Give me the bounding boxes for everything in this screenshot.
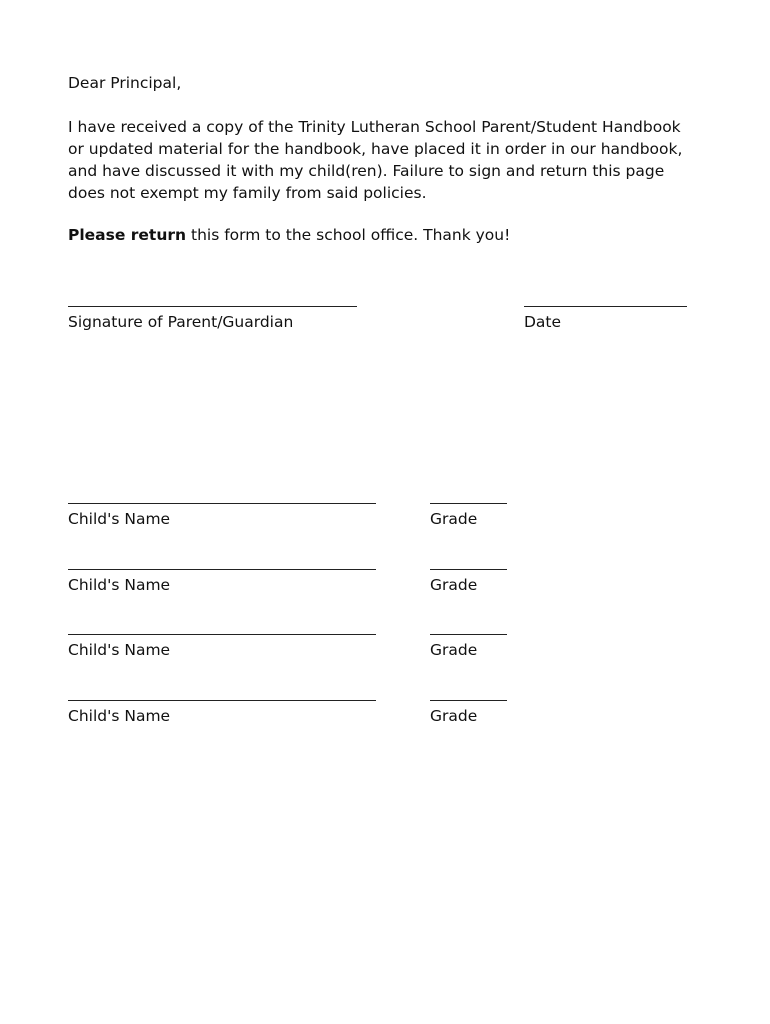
return-instruction-bold: Please return (68, 226, 187, 244)
child-name-line[interactable] (68, 700, 376, 701)
paragraph-line: and have discussed it with my child(ren). Failure to sign and return this page (68, 162, 665, 180)
grade-line[interactable] (430, 503, 507, 504)
grade-line[interactable] (430, 569, 507, 570)
child-entry-row (0, 700, 770, 740)
date-label: Date (524, 313, 562, 331)
child-name-line[interactable] (68, 634, 376, 635)
child-name-line[interactable] (68, 569, 376, 570)
paragraph-line: I have received a copy of the Trinity Lutheran School Parent/Student Handbook (68, 118, 681, 136)
child-entry-row (0, 503, 770, 543)
paragraph-line: or updated material for the handbook, have placed it in order in our handbook, (68, 140, 683, 158)
child-name-label: Child's Name (68, 510, 171, 528)
child-entry-row (0, 569, 770, 609)
acknowledgment-paragraph (68, 116, 682, 204)
date-line[interactable] (524, 306, 687, 307)
grade-line[interactable] (430, 700, 507, 701)
parent-signature-line[interactable] (68, 306, 357, 307)
child-name-label: Child's Name (68, 576, 171, 594)
paragraph-line: does not exempt my family from said policies. (68, 184, 427, 202)
child-name-label: Child's Name (68, 641, 171, 659)
child-name-label: Child's Name (68, 707, 171, 725)
grade-label: Grade (430, 510, 478, 528)
return-instruction-rest: this form to the school office. Thank you! (186, 226, 511, 244)
grade-label: Grade (430, 707, 478, 725)
child-name-line[interactable] (68, 503, 376, 504)
parent-signature-label: Signature of Parent/Guardian (68, 313, 294, 331)
return-instruction (68, 224, 510, 246)
greeting: Dear Principal, (68, 74, 182, 92)
grade-label: Grade (430, 576, 478, 594)
grade-line[interactable] (430, 634, 507, 635)
child-entry-row (0, 634, 770, 674)
grade-label: Grade (430, 641, 478, 659)
